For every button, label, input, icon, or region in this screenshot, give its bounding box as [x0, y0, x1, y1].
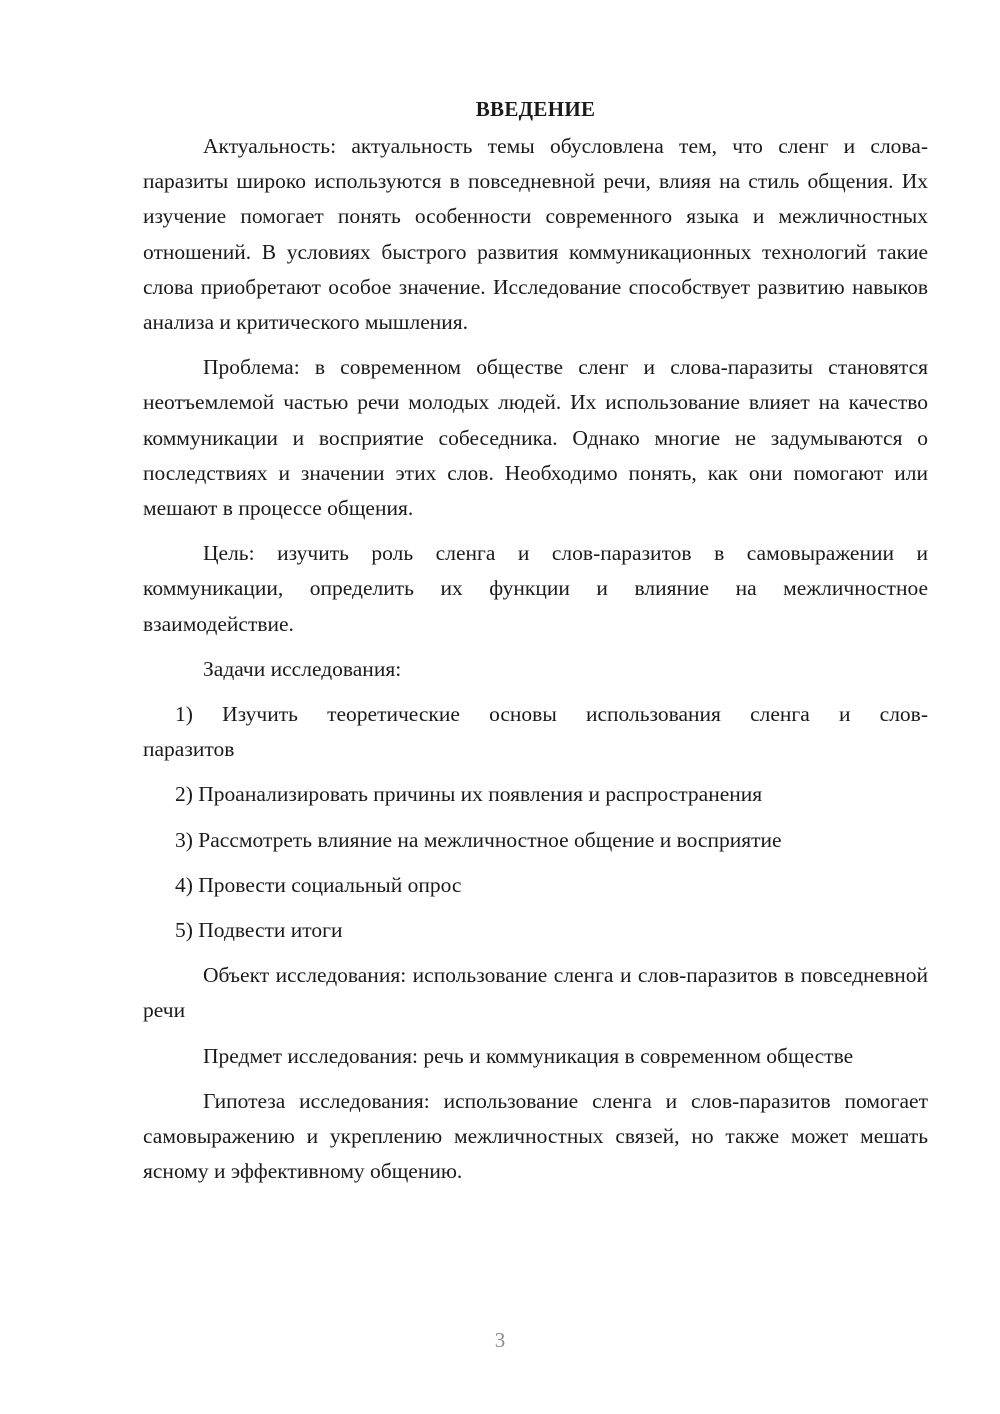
list-item: 4) Провести социальный опрос [175, 872, 462, 897]
page-title: ВВЕДЕНИЕ [475, 97, 596, 121]
goal-paragraph: Цель: изучить роль сленга и слов-паразитов в самовыражении и коммуникации, определить их функции и влияние на межличностное взаимодействие. [143, 541, 928, 636]
document-page [143, 92, 928, 1199]
list-item: 3) Рассмотреть влияние на межличностное общение и восприятие [175, 827, 782, 852]
subject-paragraph: Предмет исследования: речь и коммуникация в современном обществе [203, 1043, 854, 1068]
tasks-intro: Задачи исследования: [203, 656, 402, 681]
list-item: 2) Проанализировать причины их появления и распространения [175, 782, 763, 807]
list-item: 1) Изучить теоретические основы использования сленга и слов-паразитов [143, 702, 928, 762]
tasks-list [143, 697, 928, 948]
page-number: 3 [494, 1328, 506, 1352]
list-item: 5) Подвести итоги [175, 918, 343, 943]
object-paragraph: Объект исследования: использование сленга и слов-паразитов в повседневной речи [143, 963, 928, 1023]
relevance-paragraph: Актуальность: актуальность темы обусловлена тем, что сленг и слова-паразиты широко используются в повседневной речи, влияя на стиль общения. Их изучение помогает понять особенности современного языка и межличностных отношений. В условиях быстрого развития коммуникационных технологий такие слова приобретают особое значение. Исследование способствует развитию навыков анализа и критического мышления. [143, 134, 928, 335]
problem-paragraph: Проблема: в современном обществе сленг и слова-паразиты становятся неотъемлемой частью речи молодых людей. Их использование влияет на качество коммуникации и восприятие собеседника. Однако многие не задумываются о последствиях и значении этих слов. Необходимо понять, как они помогают или мешают в процессе общения. [143, 355, 928, 521]
hypothesis-paragraph: Гипотеза исследования: использование сленга и слов-паразитов помогает самовыражению и укреплению межличностных связей, но также может мешать ясному и эффективному общению. [143, 1088, 928, 1184]
